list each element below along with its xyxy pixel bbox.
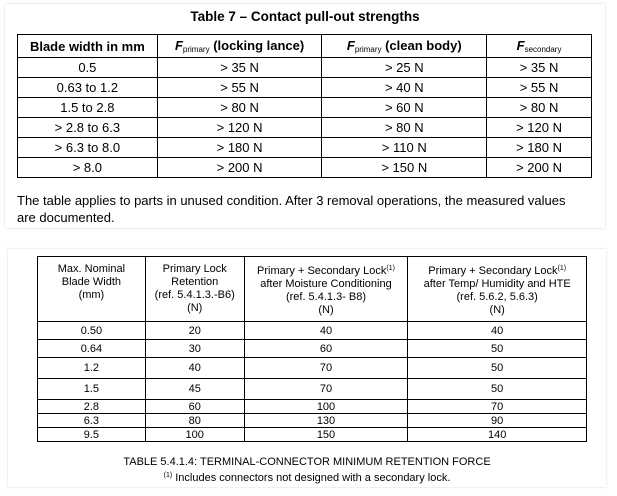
header-f-secondary: Fsecondary [487,35,592,58]
table-cell: 9.5 [38,428,146,442]
table-cell: 30 [145,340,244,358]
retention-force-table [37,256,587,442]
table-cell: 80 [145,414,244,428]
table-cell: 40 [408,322,587,340]
table-row [18,98,592,118]
table-5-4-1-4-panel [8,249,606,487]
table-cell: 100 [145,428,244,442]
table-cell: 150 [244,428,408,442]
table-cell: > 35 N [157,58,322,78]
table-cell: 0.50 [38,322,146,340]
table-cell: 50 [408,379,587,400]
header-primary-secondary-moisture: Primary + Secondary Lock$^{(1)}$ after Moisture Conditioning (ref. 5.4.1.3- B8) (N) [244,257,408,322]
table-cell: 0.64 [38,340,146,358]
table-cell: > 180 N [487,138,592,158]
table-cell: > 110 N [322,138,487,158]
table-cell: > 55 N [157,78,322,98]
table-row [18,138,592,158]
table-cell: 1.5 to 2.8 [18,98,158,118]
table-cell: 130 [244,414,408,428]
header-f-primary-locking-lance: Fprimary (locking lance) [157,35,322,58]
table-cell: > 55 N [487,78,592,98]
table-cell: > 40 N [322,78,487,98]
header-primary-lock-retention: Primary Lock Retention (ref. 5.4.1.3.-B6) (N) [145,257,244,322]
table-cell: 2.8 [38,400,146,414]
caption-title: TABLE 5.4.1.4: TERMINAL-CONNECTOR MINIMUM RETENTION FORCE [123,456,491,468]
table-row [38,379,587,400]
header-max-nominal-blade-width: Max. Nominal Blade Width (mm) [38,257,146,322]
table-cell: 0.5 [18,58,158,78]
table-row [18,78,592,98]
table-cell: > 80 N [322,118,487,138]
table-cell: > 2.8 to 6.3 [18,118,158,138]
table-cell: > 6.3 to 8.0 [18,138,158,158]
table-7-note [17,192,597,226]
table-cell: > 120 N [487,118,592,138]
table-cell: 1.2 [38,358,146,379]
table-7 [17,34,592,178]
table-cell: 0.63 to 1.2 [18,78,158,98]
table-cell: > 200 N [487,158,592,178]
table-cell: > 60 N [322,98,487,118]
table-cell: > 80 N [487,98,592,118]
table-row [38,428,587,442]
table-cell: 20 [145,322,244,340]
table-cell: > 180 N [157,138,322,158]
table-cell: > 8.0 [18,158,158,178]
table-7-panel [5,4,605,228]
table-cell: 140 [408,428,587,442]
table-row [38,400,587,414]
table-cell: 6.3 [38,414,146,428]
table-7-title: Table 7 – Contact pull-out strengths [190,9,420,24]
caption-footnote: $^{(1)}$ Includes connectors not designed with a secondary lock. [163,472,451,484]
table-caption [8,456,606,485]
table-cell: 1.5 [38,379,146,400]
table-cell: 70 [244,379,408,400]
header-primary-secondary-temp-humidity: Primary + Secondary Lock$^{(1)}$ after Temp/ Humidity and HTE (ref. 5.6.2, 5.6.3) (N) [408,257,587,322]
table-row [38,414,587,428]
table-cell: > 200 N [157,158,322,178]
table-cell: 70 [408,400,587,414]
table-cell: 60 [145,400,244,414]
table-cell: 45 [145,379,244,400]
table-cell: 40 [145,358,244,379]
retention-table-header-row [38,257,587,322]
table-cell: 100 [244,400,408,414]
table-row [18,118,592,138]
table-cell: 60 [244,340,408,358]
note-line: The table applies to parts in unused condition. After 3 removal operations, the measured values [17,193,566,208]
table-row [18,58,592,78]
table-cell: > 25 N [322,58,487,78]
table-row [18,158,592,178]
table-cell: > 120 N [157,118,322,138]
header-f-primary-clean-body: Fprimary (clean body) [322,35,487,58]
header-blade-width: Blade width in mm [18,35,158,58]
note-line: are documented. [17,210,115,225]
table-cell: 90 [408,414,587,428]
table-cell: 50 [408,340,587,358]
table-row [38,358,587,379]
table-row [38,322,587,340]
table-row [38,340,587,358]
table-cell: > 35 N [487,58,592,78]
table-cell: 70 [244,358,408,379]
table-cell: > 80 N [157,98,322,118]
table-cell: 50 [408,358,587,379]
table-7-header-row [18,35,592,58]
table-cell: 40 [244,322,408,340]
table-cell: > 150 N [322,158,487,178]
